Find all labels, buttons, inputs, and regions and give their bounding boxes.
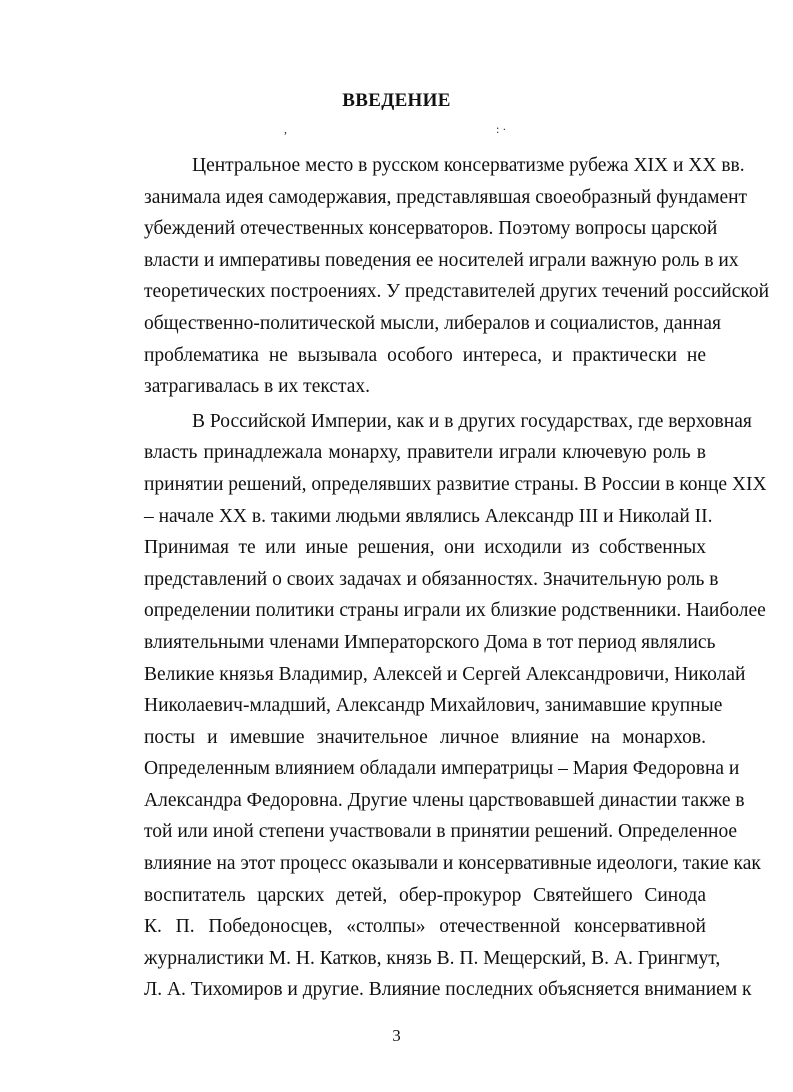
text-line: влиятельными членами Императорского Дома в тот период являлись (144, 631, 716, 653)
scan-speck: : · (496, 122, 507, 136)
text-line: посты и имевшие значительное личное влияние на монархов. (144, 726, 706, 748)
text-line: проблематика не вызывала особого интереса, и практически не (144, 344, 706, 366)
text-line: журналистики М. Н. Катков, князь В. П. Мещерский, В. А. Грингмут, (144, 947, 721, 969)
text-line: влияние на этот процесс оказывали и консервативные идеологи, такие как (144, 853, 761, 875)
text-line: Л. А. Тихомиров и другие. Влияние последних объясняется вниманием к (144, 979, 752, 1001)
paragraph-1 (96, 150, 770, 403)
text-line: убеждений отечественных консерваторов. Поэтому вопросы царской (144, 218, 718, 240)
text-line: определении политики страны играли их близкие родственники. Наиболее (144, 600, 766, 622)
text-line: власти и императивы поведения ее носителей играли важную роль в их (144, 249, 739, 271)
page-number: 3 (392, 1026, 401, 1045)
text-line: В Российской Империи, как и в других государствах, где верховная (192, 410, 752, 432)
text-line: занимала идея самодержавия, представлявшая своеобразный фундамент (144, 186, 748, 208)
text-line: – начале XX в. такими людьми являлись Александр III и Николай II. (144, 505, 713, 527)
text-line: Великие князья Владимир, Алексей и Сергей Александровичи, Николай (144, 663, 746, 685)
page-title: ВВЕДЕНИЕ (342, 90, 451, 111)
text-line: затрагивалась в их текстах. (144, 376, 371, 398)
text-line: воспитатель царских детей, обер-прокурор Святейшего Синода (144, 884, 706, 906)
text-line: общественно-политической мысли, либералов и социалистов, данная (144, 312, 721, 334)
text-line: принятии решений, определявших развитие страны. В России в конце XIX (144, 473, 767, 495)
text-line: К. П. Победоносцев, «столпы» отечественной консервативной (144, 916, 706, 938)
text-line: Николаевич-младший, Александр Михайлович, занимавшие крупные (144, 695, 723, 717)
paragraph-2 (96, 406, 767, 1006)
text-line: той или иной степени участвовали в принятии решений. Определенное (144, 821, 738, 843)
text-line: представлений о своих задачах и обязанностях. Значительную роль в (144, 568, 719, 590)
scan-speck: , (284, 122, 287, 136)
text-line: Принимая те или иные решения, они исходили из собственных (144, 537, 706, 559)
text-line: Центральное место в русском консерватизме рубежа XIX и XX вв. (192, 155, 745, 176)
text-line: Определенным влиянием обладали императрицы – Мария Федоровна и (144, 758, 740, 780)
text-line: теоретических построениях. У представителей других течений российской (144, 281, 770, 303)
text-line: Александра Федоровна. Другие члены царствовавшей династии также в (144, 789, 745, 811)
body-text (96, 150, 770, 1009)
text-line: власть принадлежала монарху, правители играли ключевую роль в (144, 442, 706, 464)
